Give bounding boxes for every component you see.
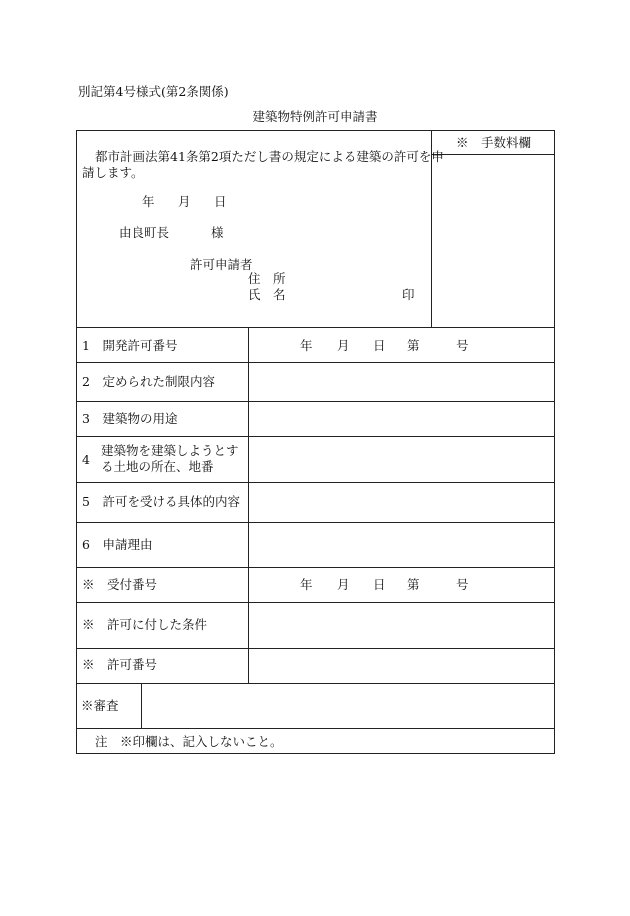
addressee: 由良町長 (119, 225, 170, 240)
label-column-divider (248, 327, 249, 683)
row-line (76, 436, 555, 437)
value-go: 号 (456, 577, 469, 592)
form-number-label: 別記第4号様式(第2条関係) (78, 84, 229, 99)
seal-mark: 印 (402, 287, 415, 302)
row-line (76, 728, 555, 729)
row-label-land-location-line1: 建築物を建築しようとす (101, 443, 239, 458)
value-month: 月 (337, 577, 350, 592)
application-text-line2: 請します。 (82, 165, 144, 180)
review-column-divider (141, 683, 142, 728)
table-border-right (554, 130, 555, 754)
row-line (76, 362, 555, 363)
table-border-left (76, 130, 77, 754)
row-label-application-reason: 6 申請理由 (82, 537, 153, 552)
row-number-4: 4 (82, 452, 90, 467)
row-label-permit-conditions: ※ 許可に付した条件 (82, 617, 208, 632)
honorific: 様 (211, 225, 224, 240)
review-label: ※審査 (81, 698, 119, 713)
table-border-bottom (76, 753, 555, 754)
document-title: 建築物特例許可申請書 (252, 109, 378, 124)
value-year: 年 (300, 338, 313, 353)
date-year-label: 年 (142, 194, 155, 209)
row-line (76, 648, 555, 649)
row-line (76, 602, 555, 603)
footnote: 注 ※印欄は、記入しないこと。 (95, 734, 283, 749)
row-label-land-location-line2: る土地の所在、地番 (101, 459, 214, 474)
value-year: 年 (300, 577, 313, 592)
applicant-label: 許可申請者 (190, 257, 253, 272)
value-dai: 第 (407, 577, 420, 592)
row-label-receipt-number: ※ 受付番号 (82, 577, 158, 592)
row-line (76, 683, 555, 684)
value-day: 日 (373, 338, 386, 353)
row-label-building-use: 3 建築物の用途 (82, 411, 178, 426)
fee-box-header-line (431, 154, 555, 155)
application-text-line1: 都市計画法第41条第2項ただし書の規定による建築の許可を申 (95, 149, 444, 164)
table-border-top (76, 130, 555, 131)
row-line (76, 482, 555, 483)
row-line (76, 327, 555, 328)
row-label-restriction-content: 2 定められた制限内容 (82, 374, 215, 389)
date-month-label: 月 (178, 194, 191, 209)
row-line (76, 522, 555, 523)
row-label-permit-details: 5 許可を受ける具体的内容 (82, 494, 240, 509)
row-label-development-permit-number: 1 開発許可番号 (82, 338, 178, 353)
row-line (76, 401, 555, 402)
row-label-permit-number: ※ 許可番号 (82, 657, 158, 672)
value-day: 日 (373, 577, 386, 592)
name-label: 氏 名 (248, 287, 286, 302)
address-label: 住 所 (248, 271, 286, 286)
value-go: 号 (456, 338, 469, 353)
fee-box-label: ※ 手数料欄 (456, 135, 532, 150)
value-month: 月 (337, 338, 350, 353)
value-dai: 第 (407, 338, 420, 353)
row-line (76, 567, 555, 568)
date-day-label: 日 (214, 194, 227, 209)
